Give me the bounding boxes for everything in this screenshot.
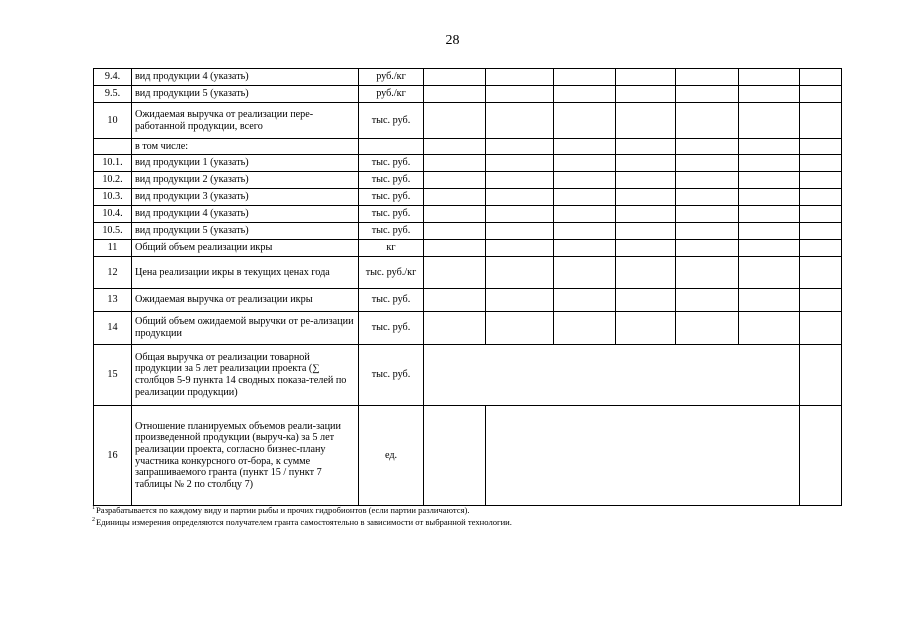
value-cell: [486, 155, 554, 172]
indicator-name: в том числе:: [132, 139, 359, 155]
value-cell: [554, 69, 616, 86]
table-row: [94, 69, 842, 86]
value-cell: [424, 223, 486, 240]
value-cell: [739, 257, 800, 289]
value-cell: [676, 257, 739, 289]
value-cell: [424, 155, 486, 172]
value-cell: [676, 172, 739, 189]
indicator-name: вид продукции 5 (указать): [132, 86, 359, 103]
row-number: 12: [94, 257, 132, 289]
value-cell: [554, 86, 616, 103]
value-cell: [800, 139, 842, 155]
unit-cell: руб./кг: [359, 86, 424, 103]
table-row: [94, 86, 842, 103]
value-cell: [616, 155, 676, 172]
revenue-table: [93, 68, 842, 506]
value-cell: [486, 103, 554, 139]
value-cell: [616, 289, 676, 312]
value-cell: [676, 69, 739, 86]
value-cell: [676, 139, 739, 155]
value-cell: [739, 312, 800, 345]
unit-cell: ед.: [359, 406, 424, 506]
value-cell: [486, 206, 554, 223]
indicator-name: Общий объем реализации икры: [132, 240, 359, 257]
value-cell: [739, 189, 800, 206]
value-cell: [554, 223, 616, 240]
value-cell: [800, 189, 842, 206]
value-cell: [486, 223, 554, 240]
table-row: [94, 172, 842, 189]
unit-cell: [359, 139, 424, 155]
value-cell: [486, 312, 554, 345]
value-cell: [800, 257, 842, 289]
value-cell: [616, 103, 676, 139]
value-cell: [800, 103, 842, 139]
value-cell: [800, 406, 842, 506]
table-row: [94, 206, 842, 223]
value-cell: [739, 139, 800, 155]
value-cell: [486, 172, 554, 189]
value-cell: [739, 69, 800, 86]
value-cell: [616, 257, 676, 289]
unit-cell: тыс. руб.: [359, 103, 424, 139]
row-number: 15: [94, 345, 132, 406]
value-cell: [739, 155, 800, 172]
value-cell: [739, 289, 800, 312]
value-cell: [800, 172, 842, 189]
value-cell: [676, 289, 739, 312]
indicator-name: Ожидаемая выручка от реализации пере-работанной продукции, всего: [132, 103, 359, 139]
value-cell: [486, 86, 554, 103]
value-cell: [800, 223, 842, 240]
value-cell: [739, 206, 800, 223]
value-cell: [424, 69, 486, 86]
row-number: 16: [94, 406, 132, 506]
table-row: [94, 345, 842, 406]
indicator-name: Ожидаемая выручка от реализации икры: [132, 289, 359, 312]
value-cell: [739, 86, 800, 103]
value-cell: [554, 240, 616, 257]
indicator-name: вид продукции 3 (указать): [132, 189, 359, 206]
footnote: $^1$Разрабатывается по каждому виду и партии рыбы и прочих гидробионтов (если партии различаются).: [92, 505, 470, 515]
row-number: 13: [94, 289, 132, 312]
unit-cell: тыс. руб.: [359, 289, 424, 312]
value-cell: [616, 172, 676, 189]
value-cell-merged: [424, 345, 800, 406]
footnote: $^2$Единицы измерения определяются получателем гранта самостоятельно в зависимости от выбранной технологии.: [92, 517, 512, 527]
row-number: [94, 139, 132, 155]
value-cell: [676, 103, 739, 139]
value-cell: [616, 189, 676, 206]
unit-cell: тыс. руб.: [359, 172, 424, 189]
value-cell: [554, 257, 616, 289]
value-cell: [554, 172, 616, 189]
value-cell: [676, 312, 739, 345]
value-cell: [554, 139, 616, 155]
value-cell: [739, 223, 800, 240]
value-cell: [424, 103, 486, 139]
table-row: [94, 189, 842, 206]
value-cell: [554, 155, 616, 172]
value-cell: [616, 240, 676, 257]
table-row: [94, 257, 842, 289]
row-number: 10: [94, 103, 132, 139]
value-cell: [424, 172, 486, 189]
value-cell: [486, 69, 554, 86]
unit-cell: кг: [359, 240, 424, 257]
value-cell-merged: [486, 406, 800, 506]
value-cell: [739, 240, 800, 257]
value-cell: [424, 257, 486, 289]
indicator-name: Цена реализации икры в текущих ценах года: [132, 257, 359, 289]
row-number: 10.3.: [94, 189, 132, 206]
unit-cell: тыс. руб.: [359, 206, 424, 223]
value-cell: [486, 189, 554, 206]
value-cell: [800, 86, 842, 103]
value-cell: [616, 312, 676, 345]
value-cell: [554, 312, 616, 345]
value-cell: [486, 139, 554, 155]
row-number: 9.4.: [94, 69, 132, 86]
value-cell: [616, 206, 676, 223]
value-cell: [424, 312, 486, 345]
value-cell: [676, 86, 739, 103]
value-cell: [800, 155, 842, 172]
table-row: [94, 103, 842, 139]
value-cell: [676, 240, 739, 257]
table-row: [94, 289, 842, 312]
value-cell: [424, 406, 486, 506]
value-cell: [486, 240, 554, 257]
table-row: [94, 312, 842, 345]
unit-cell: тыс. руб.: [359, 345, 424, 406]
value-cell: [676, 189, 739, 206]
indicator-name: Общая выручка от реализации товарной продукции за 5 лет реализации проекта (∑ столбцов 5-9 пункта 14 сводных показа-телей по реализации продукции): [132, 345, 359, 406]
value-cell: [554, 289, 616, 312]
value-cell: [676, 223, 739, 240]
unit-cell: тыс. руб.: [359, 189, 424, 206]
value-cell: [800, 312, 842, 345]
unit-cell: тыс. руб.: [359, 155, 424, 172]
value-cell: [800, 289, 842, 312]
value-cell: [800, 240, 842, 257]
table-row: [94, 139, 842, 155]
value-cell: [676, 155, 739, 172]
table-row: [94, 223, 842, 240]
indicator-name: вид продукции 5 (указать): [132, 223, 359, 240]
value-cell: [486, 257, 554, 289]
value-cell: [616, 69, 676, 86]
indicator-name: вид продукции 4 (указать): [132, 206, 359, 223]
value-cell: [676, 206, 739, 223]
row-number: 10.4.: [94, 206, 132, 223]
row-number: 10.2.: [94, 172, 132, 189]
value-cell: [424, 206, 486, 223]
value-cell: [424, 189, 486, 206]
indicator-name: Общий объем ожидаемой выручки от ре-ализации продукции: [132, 312, 359, 345]
value-cell: [486, 289, 554, 312]
value-cell: [424, 139, 486, 155]
unit-cell: тыс. руб.: [359, 223, 424, 240]
table-row: [94, 406, 842, 506]
unit-cell: тыс. руб./кг: [359, 257, 424, 289]
indicator-name: вид продукции 4 (указать): [132, 69, 359, 86]
indicator-name: вид продукции 1 (указать): [132, 155, 359, 172]
value-cell: [800, 345, 842, 406]
row-number: 11: [94, 240, 132, 257]
page-number: 28: [445, 33, 460, 48]
row-number: 14: [94, 312, 132, 345]
indicator-name: вид продукции 2 (указать): [132, 172, 359, 189]
value-cell: [424, 240, 486, 257]
value-cell: [739, 172, 800, 189]
value-cell: [616, 139, 676, 155]
row-number: 9.5.: [94, 86, 132, 103]
value-cell: [554, 103, 616, 139]
footnotes: [92, 504, 852, 528]
value-cell: [616, 86, 676, 103]
value-cell: [800, 206, 842, 223]
value-cell: [616, 223, 676, 240]
value-cell: [800, 69, 842, 86]
value-cell: [424, 86, 486, 103]
table-row: [94, 155, 842, 172]
value-cell: [554, 206, 616, 223]
unit-cell: руб./кг: [359, 69, 424, 86]
row-number: 10.5.: [94, 223, 132, 240]
row-number: 10.1.: [94, 155, 132, 172]
table-row: [94, 240, 842, 257]
value-cell: [424, 289, 486, 312]
value-cell: [739, 103, 800, 139]
unit-cell: тыс. руб.: [359, 312, 424, 345]
value-cell: [554, 189, 616, 206]
indicator-name: Отношение планируемых объемов реали-зации произведенной продукции (выруч-ка) за 5 лет реализации проекта, согласно бизнес-плану участника конкурсного от-бора, к сумме запрашиваемого гранта (пункт 15 / пункт 7 таблицы № 2 по столбцу 7): [132, 406, 359, 506]
